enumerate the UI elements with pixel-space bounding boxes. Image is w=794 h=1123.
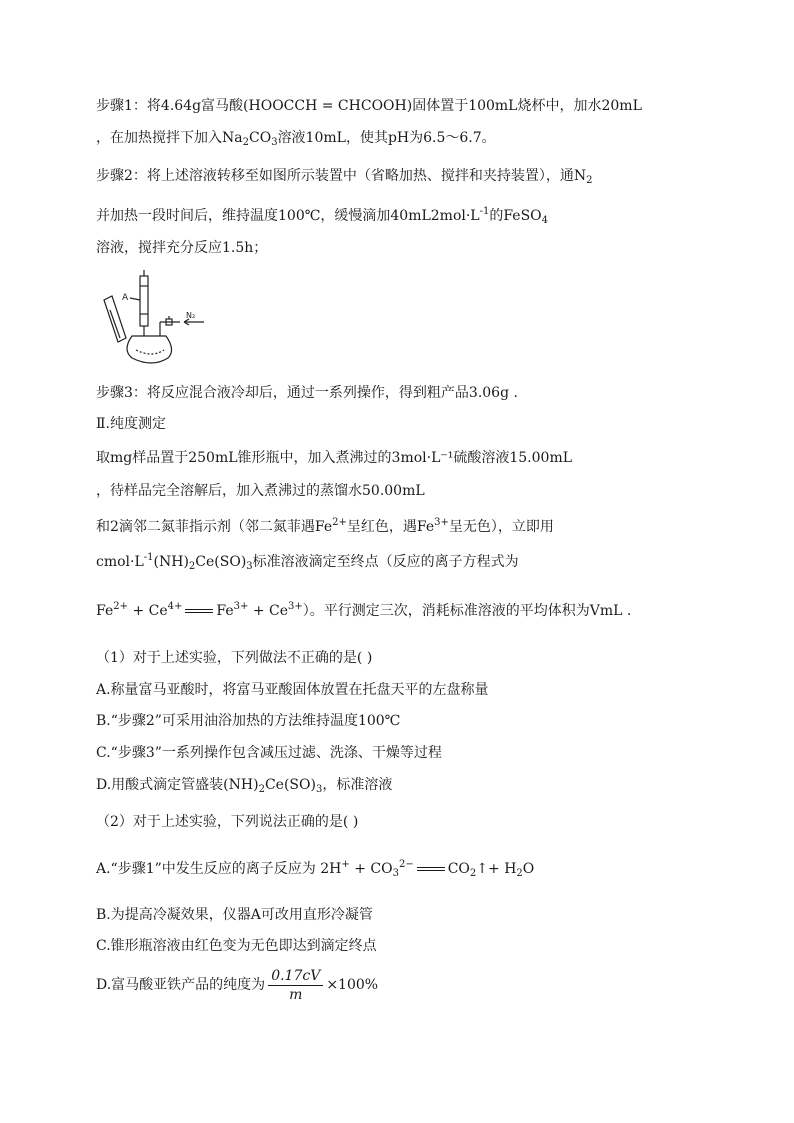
- purity-fraction: $\frac{0.17cV}{m}$: [268, 967, 323, 1004]
- step1-line1: 步骤1：将4.64g富马酸(HOOCCH = CHCOOH)固体置于100mL烧杯中，加水20mL: [96, 98, 642, 114]
- section2-line3: 和2滴邻二氮菲指示剂（邻二氮菲遇$Fe^{2+}$呈红色，遇$Fe^{3+}$呈无色），立即用: [96, 517, 554, 535]
- figure-label-a: A: [122, 293, 129, 303]
- section2-line5: $Fe^{2+} + Ce^{4+}$ $Fe^{3+} + Ce^{3+}$）。平行测定三次，消耗标准溶液的平均体积为VmL .: [96, 601, 632, 619]
- section2-line4: $cmol\cdot L^{-1}(NH)_2Ce(SO)_3$标准溶液滴定至终点（反应的离子方程式为: [96, 552, 519, 572]
- q2-option-d: D.富马酸亚铁产品的纯度为 $\frac{0.17cV}{m}$ ×100%: [96, 967, 379, 1003]
- q2-stem: （2）对于上述实验，下列说法正确的是( ): [96, 814, 359, 830]
- q1-stem: （1）对于上述实验，下列做法不正确的是( ): [96, 650, 373, 666]
- step3-line: 步骤3：将反应混合液冷却后，通过一系列操作，得到粗产品3.06g .: [96, 385, 518, 401]
- section2-line1: 取mg样品置于250mL锥形瓶中，加入煮沸过的3mol·L⁻¹硫酸溶液15.00mL: [96, 450, 573, 466]
- step2-line2: 并加热一段时间后，维持温度100℃，缓慢滴加$40mL2mol\cdot L^{-1}$的FeSO$_4$: [96, 206, 549, 226]
- step2-line1: 步骤2：将上述溶液转移至如图所示装置中（省略加热、搅拌和夹持装置），通$N_2$: [96, 168, 593, 186]
- q1-option-a: A.称量富马亚酸时，将富马亚酸固体放置在托盘天平的左盘称量: [96, 682, 489, 698]
- q1-option-d: D.用酸式滴定管盛装$(NH)_2Ce(SO)_3$，标准溶液: [96, 777, 393, 795]
- q1-option-c: C.“步骤3”一系列操作包含减压过滤、洗涤、干燥等过程: [96, 745, 442, 761]
- q2-option-a: A.“步骤1”中发生反应的离子反应为 $2H^+ + CO_3^{2-}$ $CO_2↑+ H_2O$: [96, 859, 535, 879]
- figure-label-n2: N₂: [186, 311, 196, 320]
- section2-line2: ，待样品完全溶解后，加入煮沸过的蒸馏水50.00mL: [96, 483, 425, 499]
- step1-line2: ，在加热搅拌下加入$Na_2CO_3$溶液10mL，使其pH为6.5～6.7。: [96, 130, 496, 148]
- apparatus-figure: [96, 270, 206, 370]
- section2-title: Ⅱ.纯度测定: [96, 416, 166, 432]
- step2-line3: 溶液，搅拌充分反应1.5h；: [96, 240, 268, 256]
- q1-option-b: B.“步骤2”可采用油浴加热的方法维持温度100℃: [96, 713, 401, 729]
- q2-option-b: B.为提高冷凝效果，仪器A可改用直形冷凝管: [96, 907, 373, 923]
- q2-option-c: C.锥形瓶溶液由红色变为无色即达到滴定终点: [96, 938, 377, 954]
